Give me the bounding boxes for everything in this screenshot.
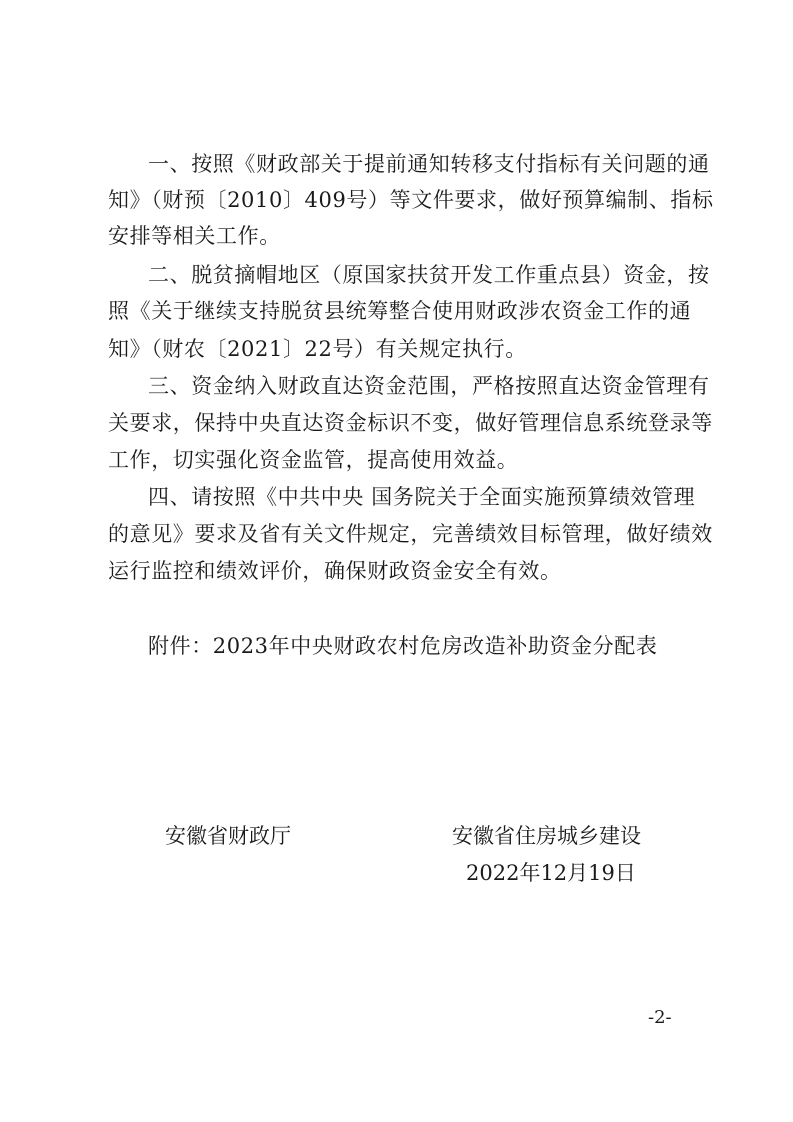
paragraph-1-line-1: 一、按照《财政部关于提前通知转移支付指标有关问题的通: [148, 152, 710, 176]
paragraph-4-line-3: 运行监控和绩效评价，确保财政资金安全有效。: [108, 559, 562, 583]
paragraph-1-line-2: 知》（财预〔2010〕409号）等文件要求，做好预算编制、指标: [108, 188, 714, 212]
paragraph-3-line-3: 工作，切实强化资金监管，提高使用效益。: [108, 448, 519, 472]
paragraph-4-line-1: 四、请按照《中共中央 国务院关于全面实施预算绩效管理: [148, 485, 696, 509]
paragraph-3-line-1: 三、资金纳入财政直达资金范围，严格按照直达资金管理有: [148, 374, 710, 398]
signature-right: 安徽省住房城乡建设: [452, 824, 641, 848]
paragraph-1-line-3: 安排等相关工作。: [108, 224, 281, 248]
page-number: -2-: [648, 1007, 672, 1028]
signature-date: 2022年12月19日: [466, 861, 636, 885]
paragraph-2-line-2: 照《关于继续支持脱贫县统筹整合使用财政涉农资金工作的通: [108, 299, 692, 323]
attachment-line: 附件：2023年中央财政农村危房改造补助资金分配表: [148, 634, 658, 658]
signature-left: 安徽省财政厅: [165, 824, 291, 848]
paragraph-3-line-2: 关要求，保持中央直达资金标识不变，做好管理信息系统登录等: [108, 411, 713, 435]
paragraph-4-line-2: 的意见》要求及省有关文件规定，完善绩效目标管理，做好绩效: [108, 522, 713, 546]
paragraph-2-line-1: 二、脱贫摘帽地区（原国家扶贫开发工作重点县）资金，按: [148, 263, 710, 287]
paragraph-2-line-3: 知》（财农〔2021〕22号）有关规定执行。: [108, 337, 527, 361]
